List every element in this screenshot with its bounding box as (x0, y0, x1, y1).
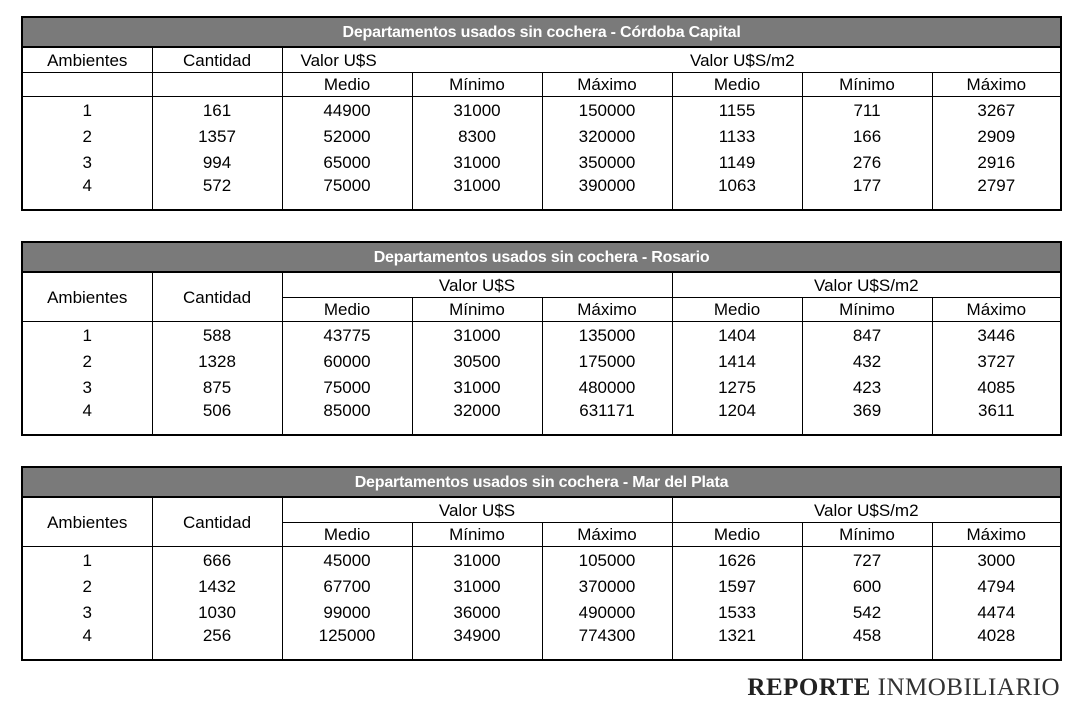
table-title: Departamentos usados sin cochera - Rosario (22, 242, 1061, 272)
subheader-maximo: Máximo (542, 73, 672, 97)
cell: 1149 (672, 149, 802, 175)
cell: 432 (802, 348, 932, 374)
cell: 2 (82, 576, 92, 596)
cell: 43775 (282, 322, 412, 349)
cell: 276 (802, 149, 932, 175)
header-ambientes: Ambientes (22, 47, 152, 73)
cell: 4 (82, 176, 92, 195)
cell: 34900 (412, 625, 542, 660)
cell: 2916 (932, 149, 1061, 175)
subheader-medio: Medio (672, 523, 802, 547)
cell: 161 (152, 97, 282, 124)
table-row (22, 97, 1061, 124)
subheader-minimo: Mínimo (412, 298, 542, 322)
cell: 490000 (542, 599, 672, 625)
cell: 30500 (412, 348, 542, 374)
cell: 774300 (542, 625, 672, 660)
cell: 588 (152, 322, 282, 349)
cell: 1357 (152, 123, 282, 149)
brand-logo (747, 674, 1060, 702)
cell: 75000 (282, 374, 412, 400)
cell: 994 (152, 149, 282, 175)
cell: 4 (82, 401, 92, 420)
table-row (22, 625, 1061, 660)
cell: 1432 (152, 573, 282, 599)
cell: 31000 (412, 547, 542, 574)
subheader-minimo: Mínimo (412, 73, 542, 97)
cell: 44900 (282, 97, 412, 124)
table-row (22, 175, 1061, 210)
cell: 2 (82, 126, 92, 146)
cell: 175000 (542, 348, 672, 374)
table-row (22, 123, 1061, 149)
subheader-medio: Medio (282, 298, 412, 322)
brand-word-inmobiliario: INMOBILIARIO (877, 674, 1060, 701)
cell: 711 (802, 97, 932, 124)
table-rosario (21, 241, 1062, 436)
cell: 3267 (932, 97, 1061, 124)
cell: 1321 (672, 625, 802, 660)
cell: 2909 (932, 123, 1061, 149)
cell: 3727 (932, 348, 1061, 374)
header-cantidad: Cantidad (152, 47, 282, 73)
header-valor: Valor U$S (282, 272, 672, 298)
subheader-medio: Medio (672, 73, 802, 97)
cell: 31000 (412, 175, 542, 210)
header-valor-m2: Valor U$S/m2 (672, 497, 1061, 523)
cell: 31000 (412, 149, 542, 175)
cell: 350000 (542, 149, 672, 175)
table-mar-del-plata (21, 466, 1062, 661)
table-row (22, 400, 1061, 435)
cell: 1 (82, 325, 92, 345)
cell: 1133 (672, 123, 802, 149)
cell: 135000 (542, 322, 672, 349)
cell: 99000 (282, 599, 412, 625)
cell: 2 (82, 351, 92, 371)
header-blank (152, 73, 282, 97)
header-cantidad: Cantidad (152, 497, 282, 547)
cell: 423 (802, 374, 932, 400)
subheader-maximo: Máximo (932, 523, 1061, 547)
cell: 31000 (412, 573, 542, 599)
brand-word-reporte: REPORTE (747, 674, 871, 701)
cell: 1626 (672, 547, 802, 574)
table-cordoba (21, 16, 1062, 211)
cell: 631171 (542, 400, 672, 435)
cell: 1 (82, 100, 92, 120)
cell: 3 (82, 152, 92, 172)
cell: 390000 (542, 175, 672, 210)
subheader-minimo: Mínimo (802, 73, 932, 97)
table-title: Departamentos usados sin cochera - Córdoba Capital (22, 17, 1061, 47)
cell: 125000 (282, 625, 412, 660)
table-row (22, 547, 1061, 574)
table-title: Departamentos usados sin cochera - Mar del Plata (22, 467, 1061, 497)
header-cantidad: Cantidad (152, 272, 282, 322)
subheader-maximo: Máximo (932, 298, 1061, 322)
cell: 45000 (282, 547, 412, 574)
cell: 320000 (542, 123, 672, 149)
cell: 666 (152, 547, 282, 574)
cell: 480000 (542, 374, 672, 400)
subheader-maximo: Máximo (932, 73, 1061, 97)
table-row (22, 573, 1061, 599)
cell: 8300 (412, 123, 542, 149)
cell: 847 (802, 322, 932, 349)
subheader-medio: Medio (282, 73, 412, 97)
subheader-minimo: Mínimo (412, 523, 542, 547)
table-row (22, 322, 1061, 349)
cell: 1 (82, 550, 92, 570)
subheader-minimo: Mínimo (802, 523, 932, 547)
cell: 52000 (282, 123, 412, 149)
cell: 75000 (282, 175, 412, 210)
cell: 2797 (932, 175, 1061, 210)
cell: 1414 (672, 348, 802, 374)
subheader-maximo: Máximo (542, 298, 672, 322)
header-valor-m2: Valor U$S/m2 (672, 272, 1061, 298)
cell: 727 (802, 547, 932, 574)
cell: 32000 (412, 400, 542, 435)
cell: 67700 (282, 573, 412, 599)
cell: 1404 (672, 322, 802, 349)
subheader-maximo: Máximo (542, 523, 672, 547)
cell: 3611 (932, 400, 1061, 435)
cell: 3 (82, 377, 92, 397)
cell: 4794 (932, 573, 1061, 599)
cell: 177 (802, 175, 932, 210)
cell: 31000 (412, 374, 542, 400)
cell: 1275 (672, 374, 802, 400)
cell: 572 (152, 175, 282, 210)
cell: 4028 (932, 625, 1061, 660)
table-row (22, 348, 1061, 374)
cell: 1204 (672, 400, 802, 435)
header-valor: Valor U$S (282, 497, 672, 523)
cell: 600 (802, 573, 932, 599)
cell: 31000 (412, 322, 542, 349)
cell: 3 (82, 602, 92, 622)
cell: 875 (152, 374, 282, 400)
cell: 256 (152, 625, 282, 660)
cell: 166 (802, 123, 932, 149)
table-row (22, 599, 1061, 625)
cell: 1533 (672, 599, 802, 625)
header-blank (22, 73, 152, 97)
cell: 506 (152, 400, 282, 435)
subheader-minimo: Mínimo (802, 298, 932, 322)
subheader-medio: Medio (672, 298, 802, 322)
cell: 542 (802, 599, 932, 625)
cell: 105000 (542, 547, 672, 574)
cell: 4085 (932, 374, 1061, 400)
cell: 85000 (282, 400, 412, 435)
cell: 1063 (672, 175, 802, 210)
cell: 36000 (412, 599, 542, 625)
cell: 3446 (932, 322, 1061, 349)
header-valor-m2: Valor U$S/m2 (672, 47, 1061, 73)
header-ambientes: Ambientes (22, 497, 152, 547)
cell: 65000 (282, 149, 412, 175)
cell: 4 (82, 626, 92, 645)
cell: 150000 (542, 97, 672, 124)
cell: 3000 (932, 547, 1061, 574)
table-row (22, 374, 1061, 400)
cell: 1597 (672, 573, 802, 599)
cell: 369 (802, 400, 932, 435)
subheader-medio: Medio (282, 523, 412, 547)
header-ambientes: Ambientes (22, 272, 152, 322)
cell: 370000 (542, 573, 672, 599)
cell: 60000 (282, 348, 412, 374)
cell: 458 (802, 625, 932, 660)
cell: 1328 (152, 348, 282, 374)
cell: 1155 (672, 97, 802, 124)
cell: 1030 (152, 599, 282, 625)
table-row (22, 149, 1061, 175)
header-valor: Valor U$S (282, 47, 672, 73)
cell: 31000 (412, 97, 542, 124)
cell: 4474 (932, 599, 1061, 625)
